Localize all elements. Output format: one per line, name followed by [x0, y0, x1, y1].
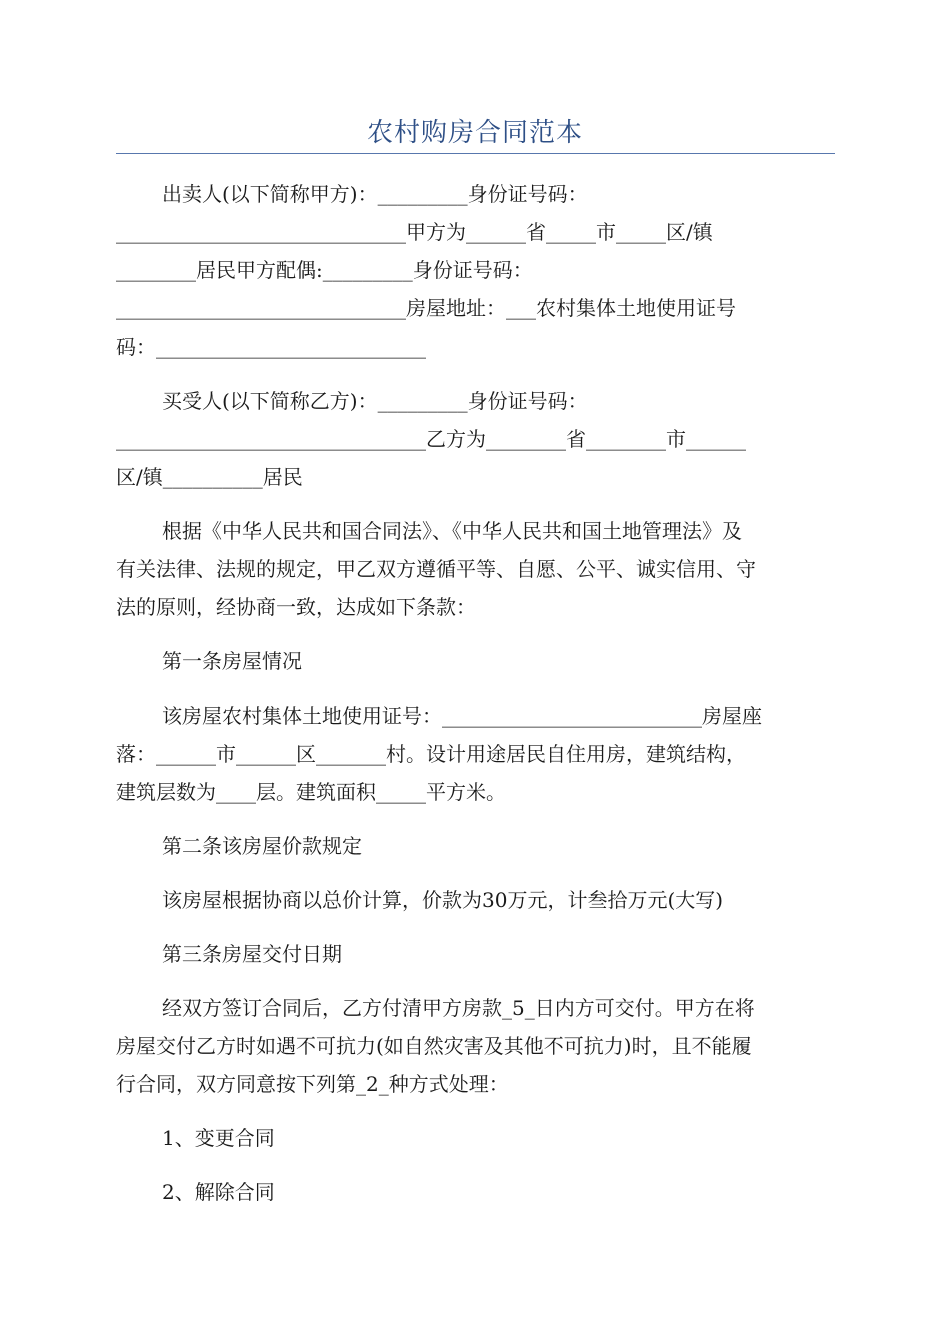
- article-body-line: 该房屋农村集体土地使用证号：__________________________房屋座: [162, 704, 762, 728]
- article-body-line: 建筑层数为____层。建筑面积_____平方米。: [116, 780, 506, 804]
- seller-line: _____________________________房屋地址：___农村集体土地使用证号: [116, 296, 736, 320]
- seller-line: 码：___________________________: [116, 335, 426, 359]
- article-body-line: 房屋交付乙方时如遇不可抗力(如自然灾害及其他不可抗力)时，且不能履: [116, 1034, 752, 1058]
- list-item: 1、变更合同: [162, 1126, 275, 1150]
- document-title: 农村购房合同范本: [366, 118, 583, 148]
- buyer-line: 买受人(以下简称乙方)：_________身份证号码：: [162, 389, 588, 413]
- buyer-line: _______________________________乙方为________省________市______: [116, 427, 746, 451]
- article-heading: 第一条房屋情况: [162, 649, 302, 673]
- article-body-line: 经双方签订合同后，乙方付清甲方房款_5_日内方可交付。甲方在将: [162, 996, 755, 1020]
- preamble-line: 有关法律、法规的规定，甲乙双方遵循平等、自愿、公平、诚实信用、守: [116, 557, 756, 581]
- preamble-line: 根据《中华人民共和国合同法》、《中华人民共和国土地管理法》及: [162, 519, 742, 543]
- seller-line: _____________________________甲方为______省_____市_____区/镇: [116, 220, 713, 244]
- article-heading: 第三条房屋交付日期: [162, 942, 342, 966]
- buyer-line: 区/镇__________居民: [116, 465, 303, 489]
- seller-line: 出卖人(以下简称甲方)：_________身份证号码：: [162, 182, 588, 206]
- list-item: 2、解除合同: [162, 1180, 275, 1204]
- preamble-line: 法的原则，经协商一致，达成如下条款：: [116, 595, 476, 619]
- seller-line: ________居民甲方配偶:_________身份证号码：: [116, 258, 533, 282]
- article-body-line: 行合同，双方同意按下列第_2_种方式处理：: [116, 1072, 509, 1096]
- article-heading: 第二条该房屋价款规定: [162, 834, 362, 858]
- title-underline: [116, 153, 835, 154]
- article-body-line: 该房屋根据协商以总价计算，价款为30万元，计叁拾万元(大写): [162, 888, 724, 912]
- article-body-line: 落：______市______区_______村。设计用途居民自住用房，建筑结构，: [116, 742, 746, 766]
